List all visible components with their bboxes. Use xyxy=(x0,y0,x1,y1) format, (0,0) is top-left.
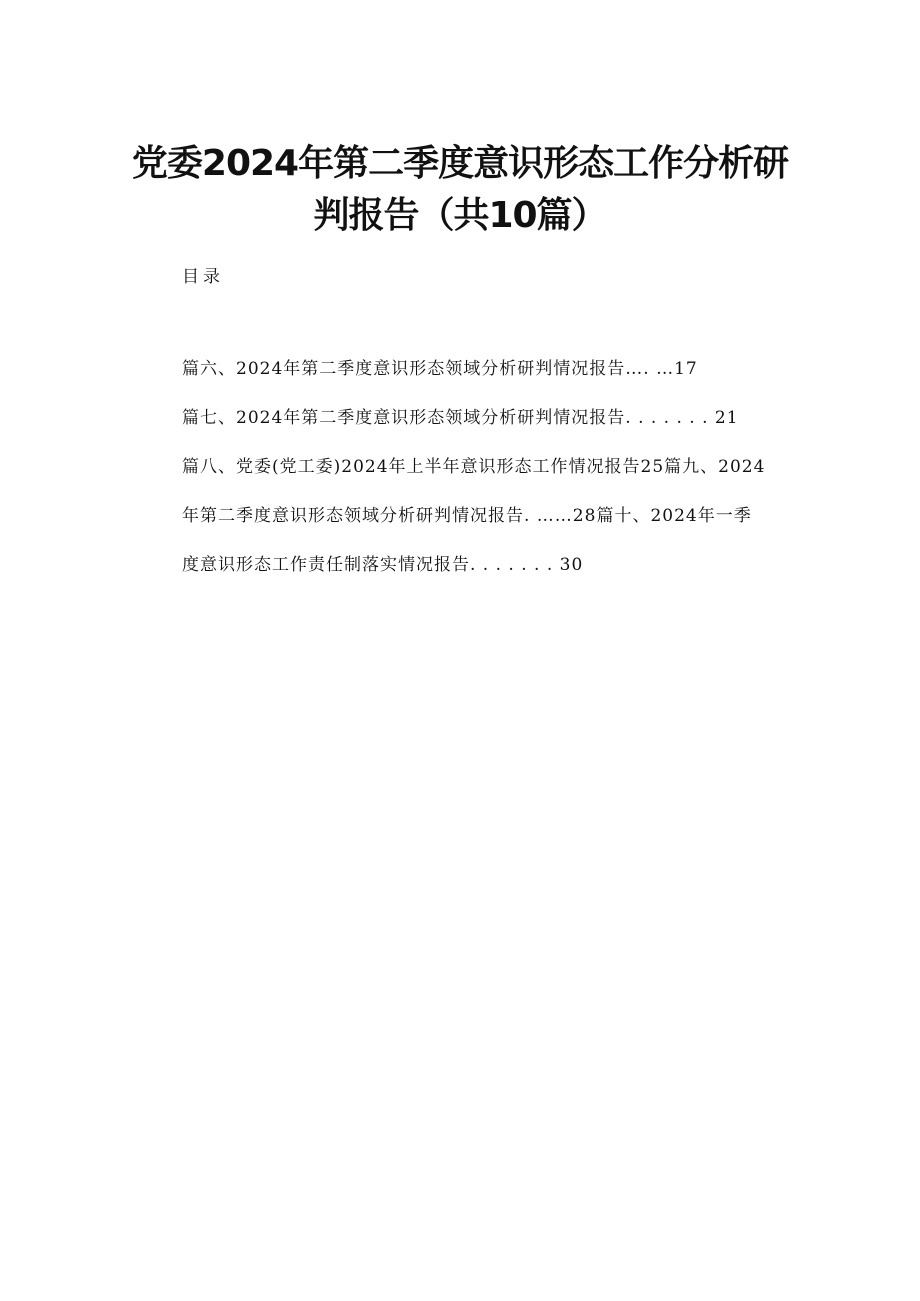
toc-heading: 目录 xyxy=(182,267,224,287)
toc-line: 年第二季度意识形态领域分析研判情况报告. ……28篇十、2024年一季 xyxy=(182,506,752,526)
toc-line: 篇六、2024年第二季度意识形态领域分析研判情况报告…. …17 xyxy=(182,359,698,379)
toc-line: 篇七、2024年第二季度意识形态领域分析研判情况报告. . . . . . . 21 xyxy=(182,408,739,428)
title-line-1: 党委2024年第二季度意识形态工作分析研 xyxy=(131,143,789,184)
document-title xyxy=(120,138,800,242)
table-of-contents xyxy=(182,352,792,597)
toc-line: 篇八、党委(党工委)2024年上半年意识形态工作情况报告25篇九、2024 xyxy=(182,457,766,477)
title-line-2: 判报告（共10篇） xyxy=(313,195,607,236)
toc-line: 度意识形态工作责任制落实情况报告. . . . . . . 30 xyxy=(182,555,584,575)
